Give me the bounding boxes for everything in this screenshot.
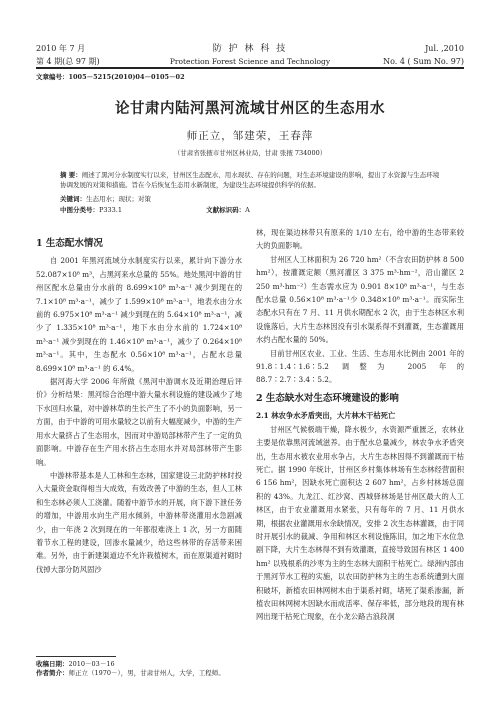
paragraph: 甘州区人工林面积为 26 720 hm²（不含农田防护林 8 500 hm²），按灌溉定额（黑河灌区 3 375 m³·hm⁻²，沿山灌区 2 250 m³·hm⁻²）生态需水应为 0.901 8×10⁸ m³·a⁻¹，与生态配水总量 0.56×10⁸ m³·a⁻¹少 0.348×10⁸ m³·a⁻¹。而实际生态配水只有在 7 月、11 月供水期配水 2 次，由于生态林区水利设施落后，大片生态林因没有引水渠系得不到灌溉，生态灌溉用水约占配水量的 50%。 [256, 254, 464, 345]
issue-number-en: No. 4 ( Sum No. 97) [383, 57, 464, 66]
abstract-text: 阐述了黑河分水制度实行以来，甘州区生态配水、用水现状、存在的问题，对生态环境建设的影响，提出了水资源与生态环境协调发展的对策和措施。旨在今后恢复生态用水新制度，为建设生态环境提供科学的依据。 [60, 171, 440, 189]
article-number: 文章编号：1005－5215(2010)04－0105－02 [36, 73, 185, 81]
issue-date-en: Jul. ,2010 [425, 44, 464, 53]
paragraph: 甘州区气候极端干燥，降水极少，水资源严重匮乏，农林业主要是依靠黑河流域滋养。由于配水总量减少，林农争水矛盾突出，生态用水被农业用水争占，大片生态林因得不到灌溉而干枯死亡。据 1990 年统计，甘州区乡村集体林场有生态林经营面积 6 156 hm²，因缺水死亡面积达 2 607 hm²，占乡村林场总面积的 43%。九龙江、红沙窝、西城驿林场是甘州区最大的人工林区，由于农业灌溉用水紧张，只有每年的 7 月、11 月供水期，根据农业灌溉用水余缺情况，安排 2 次生态林灌溉，由于同时开展引水的裁减、争用和林区水利设施陈旧，加之地下水位急剧下降，大片生态林得不到有效灌溉，直接导致国有林区 1 400 hm² 以残根系的沙枣为主的生态林大面积干枯死亡。绿洲内部由于黑河节水工程的实施，以农田防护林为主的生态系统遭到大面积破坏，新植农田林网树木由于渠系衬砌，堵死了渠系渗漏，新植农田林网树木因缺水而成活率、保存率低，部分地段的现有林网出现干枯死亡现象，在小龙公路古浪段洞 [256, 424, 464, 622]
received-label: 收稿日期： [36, 660, 69, 668]
left-column [36, 232, 242, 576]
affiliation: （甘肃省张掖市甘州区林业局，甘肃 张掖 734000） [173, 149, 327, 157]
abstract [60, 170, 440, 190]
footnote-rule [36, 656, 116, 657]
issue-date: 2010 年 7 月 [36, 44, 86, 53]
received-date: 2010－03－16 [68, 660, 115, 668]
author-bio-label: 作者简介： [36, 669, 69, 677]
abstract-label: 摘 要： [60, 171, 82, 179]
keywords-label: 关键词： [60, 195, 86, 203]
paragraph: 目前甘州区农业、工业、生活、生态用水比例由 2001 年的 91.8∶1.4∶1.6∶5.2 调整为 2005 年的 88.7∶2.7∶3.4∶5.2。 [256, 348, 464, 385]
keywords [60, 194, 440, 204]
paragraph: 据河海大学 2006 年所做《黑河中游调水及近期治理后评价》分析结果：黑河综合治理中游大量水利设施的建设减少了地下水回归水量，对中游林草的生长产生了不小的负面影响，另一方面，由于中游的可用水量较之以前有大幅度减少，中游的生产用水大量挤占了生态用水，因而对中游局部林带产生了一定的负面影响。中游存在生产用水挤占生态用水并对局部林带产生影响。 [36, 377, 242, 467]
paragraph: 林，现在渠边林带只有原来的 1/10 左右，给中游的生态带来较大的负面影响。 [256, 228, 464, 251]
clc-label: 中图分类号： [60, 206, 99, 214]
doc-code-label: 文献标识码： [206, 206, 246, 214]
section-2-heading: 2 生态缺水对生态环境建设的影响 [256, 392, 399, 404]
header-rule [36, 67, 464, 69]
keywords-text: 生态用水；现状；对策 [86, 195, 151, 203]
classification [60, 205, 440, 215]
issue-number: 第 4 期(总 97 期) [36, 57, 100, 66]
footnote [36, 660, 236, 678]
clc-value: P333.1 [99, 206, 122, 214]
doc-code-value: A [245, 206, 250, 214]
paper-title: 论甘肃内陆河黑河流域甘州区的生态用水 [115, 100, 385, 117]
right-column [256, 226, 464, 624]
subsection-2-1-heading: 2.1 林农争水矛盾突出，大片林木干枯死亡 [256, 411, 396, 421]
paragraph: 自 2001 年黑河流域分水制度实行以来，累计向下游分水 52.087×10⁸ m³，占黑河来水总量的 55%。地处黑河中游的甘州区配水总量由分水前的 8.699×10⁸ m³·a⁻¹ 减少到现在的 7.1×10⁸ m³·a⁻¹，减少了 1.599×10⁸ m³·a⁻¹，地表水由分水前的 6.975×10⁸ m³·a⁻¹ 减少到现在的 5.64×10⁸ m³·a⁻¹，减少了 1.335×10⁸ m³·a⁻¹，地下水由分水前的 1.724×10⁸ m³·a⁻¹ 减少到现在的 1.46×10⁸ m³·a⁻¹，减少了 0.264×10⁸ m³·a⁻¹。其中，生态配水 0.56×10⁸ m³·a⁻¹，占配水总量 8.699×10⁸ m³·a⁻¹ 的 6.4%。 [36, 256, 242, 373]
journal-title-en: Protection Forest Science and Technology [169, 57, 331, 66]
section-1-heading: 1 生态配水情况 [36, 238, 103, 249]
journal-title-cn: 防 护 林 科 技 [212, 44, 288, 54]
author-bio: 师正立（1970－），男，甘肃甘州人，大学，工程师。 [68, 669, 225, 677]
paragraph: 中游林带基本是人工林和生态林，国家建设三北防护林时投入大量资金取得相当大成效，有效改善了中游的生态，但人工林和生态林必须人工浇灌。随着中游节水的开展，向下游下泄任务的增加，中游用水向生产用水倾斜，中游林带浇灌用水急剧减少，由一年浇 2 次到现在的一年都很难浇上 1 次，另一方面随着节水工程的建设，回渗水量减少，给这些林带的存活带来困难。另外，由于新建渠道边不允许栽植树木，而在原渠道衬砌时伐掉大部分防风固沙 [36, 470, 242, 574]
authors: 师正立，邹建荣，王春萍 [186, 130, 314, 142]
